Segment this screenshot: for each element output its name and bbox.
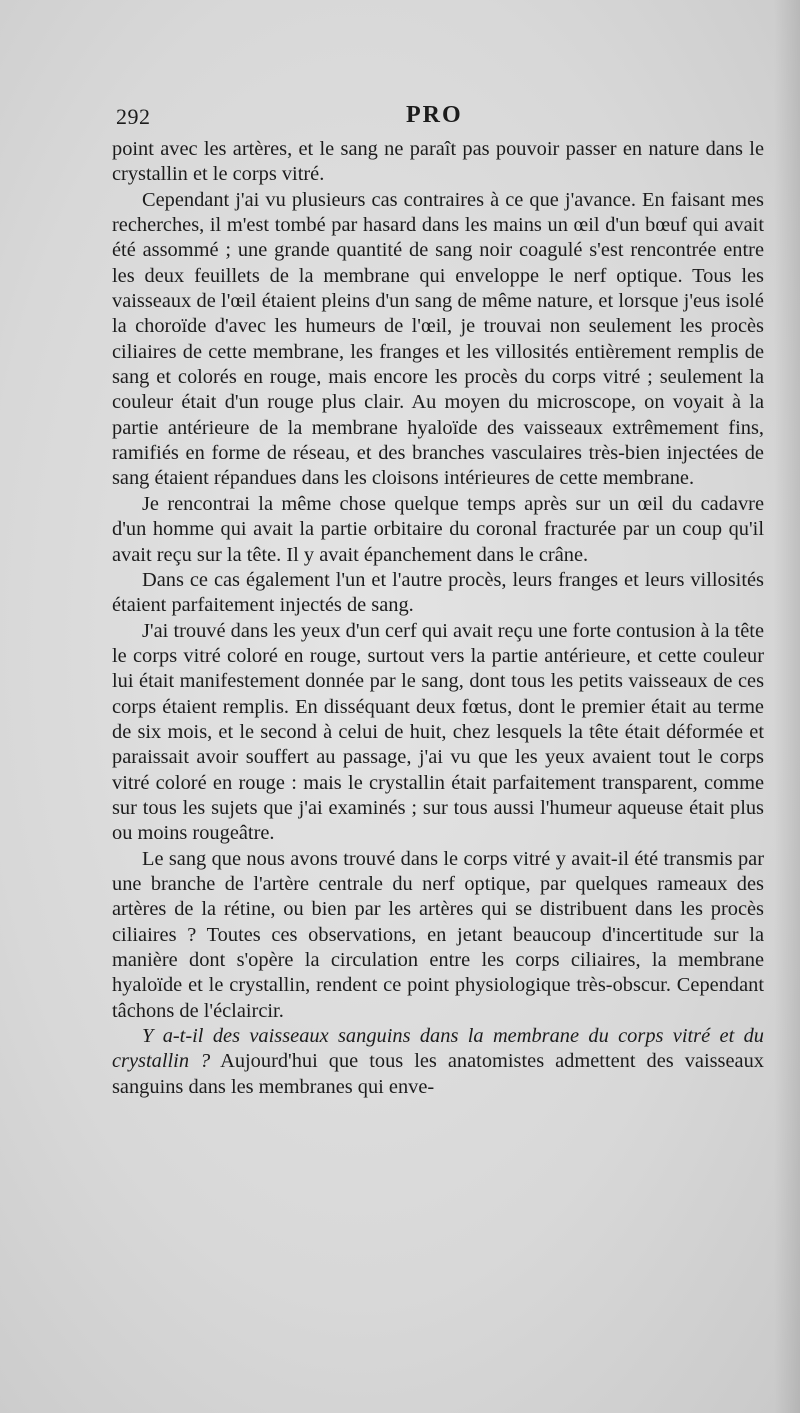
paragraph: point avec les artères, et le sang ne paraît pas pouvoir passer en nature dans le crystallin et le corps vitré.: [112, 138, 764, 186]
page-number: 292: [116, 104, 151, 129]
paragraph-last: [112, 1024, 764, 1100]
page-gutter-shadow: [774, 0, 800, 1413]
body-text: [112, 137, 764, 1100]
running-title: PRO: [406, 102, 463, 128]
paragraph-continuation: Aujourd'hui que tous les anatomistes admettent des vaisseaux sanguins dans les membranes qui enve-: [112, 1050, 764, 1098]
paragraph: Je rencontrai la même chose quelque temps après sur un œil du cadavre d'un homme qui avait la partie orbitaire du coronal fracturée par un coup qu'il avait reçu sur la tête. Il y avait épanchement dans le crâne.: [112, 492, 764, 566]
italic-question: Y a-t-il des vaisseaux sanguins dans la membrane du corps vitré et du crystallin ?: [112, 1025, 764, 1073]
running-head: [116, 104, 768, 134]
paragraph: Dans ce cas également l'un et l'autre procès, leurs franges et leurs villosités étaient parfaitement injectés de sang.: [112, 568, 764, 617]
paragraph: Cependant j'ai vu plusieurs cas contraires à ce que j'avance. En faisant mes recherches, il m'est tombé par hasard dans les mains un œil d'un bœuf qui avait été assommé ; une grande quantité de sang noir coagulé s'est rencontrée entre les deux feuillets de la membrane qui enveloppe le nerf optique. Tous les vaisseaux de l'œil étaient pleins d'un sang de même nature, et lorsque j'eus isolé la choroïde d'avec les humeurs de l'œil, je trouvai non seulement les procès ciliaires de cette membrane, les franges et les villosités entièrement remplis de sang et colorés en rouge, mais encore les procès du corps vitré ; seulement la couleur était d'un rouge plus clair. Au moyen du microscope, on voyait à la partie antérieure de la membrane hyaloïde des vaisseaux extrêmement fins, ramifiés en forme de réseau, et des branches vasculaires très-bien injectées de sang étaient répandues dans les cloisons intérieures de cette membrane.: [112, 188, 764, 490]
paragraph: Le sang que nous avons trouvé dans le corps vitré y avait-il été transmis par une branche de l'artère centrale du nerf optique, par quelques rameaux des artères de la rétine, ou bien par les artères qui se distribuent dans les procès ciliaires ? Toutes ces observations, en jetant beaucoup d'incertitude sur la manière dont s'opère la circulation entre les corps ciliaires, la membrane hyaloïde et le crystallin, rendent ce point physiologique très-obscur. Cependant tâchons de l'éclaircir.: [112, 847, 764, 1022]
paragraph: J'ai trouvé dans les yeux d'un cerf qui avait reçu une forte contusion à la tête le corps vitré coloré en rouge, surtout vers la partie antérieure, et cette couleur lui était manifestement donnée par le sang, dont tous les petits vaisseaux de ces corps étaient remplis. En disséquant deux fœtus, dont le premier était au terme de six mois, et le second à celui de huit, chez lesquels la tête était déformée et paraissait avoir souffert au passage, j'ai vu que les yeux avaient tout le corps vitré coloré en rouge : mais le crystallin était parfaitement transparent, comme sur tous les sujets que j'ai examinés ; sur tous aussi l'humeur aqueuse était plus ou moins rougeâtre.: [112, 619, 764, 845]
